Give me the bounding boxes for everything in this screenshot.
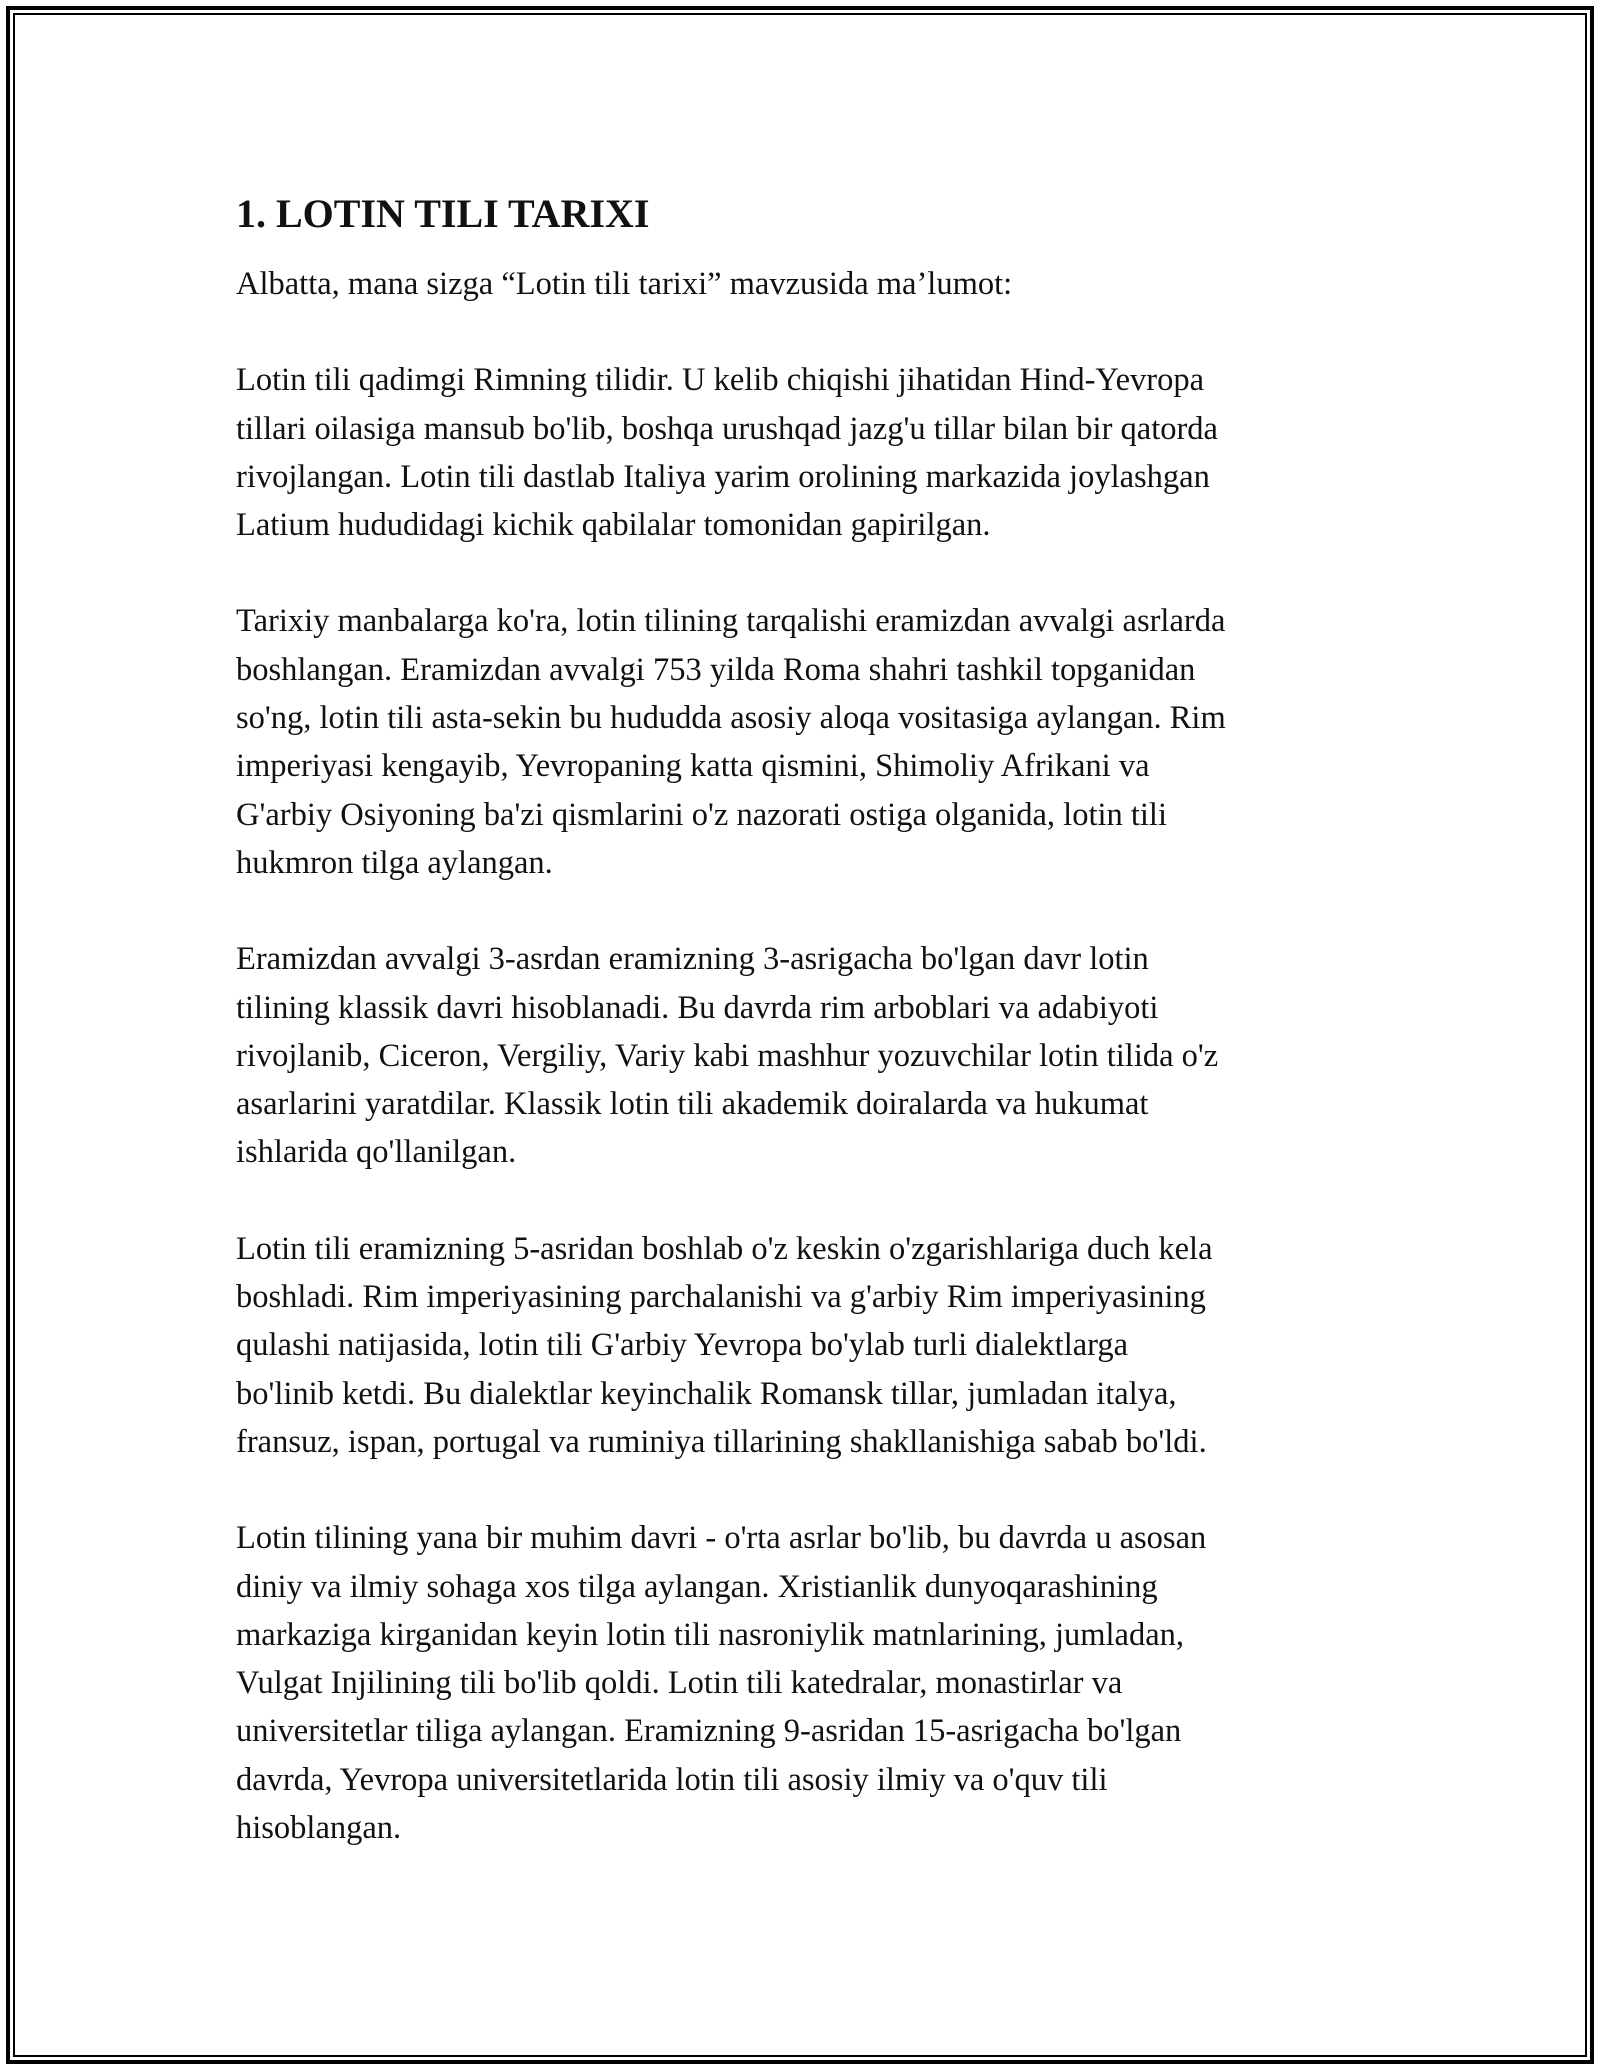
paragraph-line: rivojlangan. Lotin tili dastlab Italiya yarim orolining markazida joylashgan <box>236 458 1210 495</box>
paragraph-line: davrda, Yevropa universitetlarida lotin tili asosiy ilmiy va o'quv tili <box>236 1761 1108 1798</box>
paragraph-line: bo'linib ketdi. Bu dialektlar keyinchalik Romansk tillar, jumladan italya, <box>236 1375 1177 1412</box>
intro-line: Albatta, mana sizga “Lotin tili tarixi” mavzusida ma’lumot: <box>236 266 1013 302</box>
paragraph-line: universitetlar tiliga aylangan. Eramizning 9-asridan 15-asrigacha bo'lgan <box>236 1713 1182 1750</box>
paragraph-line: qulashi natijasida, lotin tili G'arbiy Yevropa bo'ylab turli dialektlarga <box>236 1327 1129 1364</box>
paragraph-line: Lotin tilining yana bir muhim davri - o'rta asrlar bo'lib, bu davrda u asosan <box>236 1520 1207 1557</box>
paragraph-line: diniy va ilmiy sohaga xos tilga aylangan. Xristianlik dunyoqarashining <box>236 1568 1158 1605</box>
paragraph-line: G'arbiy Osiyoning ba'zi qismlarini o'z nazorati ostiga olganida, lotin tili <box>236 796 1167 833</box>
paragraph-line: markaziga kirganidan keyin lotin tili nasroniylik matnlarining, jumladan, <box>236 1616 1185 1653</box>
paragraph-line: so'ng, lotin tili asta-sekin bu hududda asosiy aloqa vositasiga aylangan. Rim <box>236 700 1226 737</box>
paragraph-line: Vulgat Injilining tili bo'lib qoldi. Lotin tili katedralar, monastirlar va <box>236 1665 1123 1702</box>
page-title: 1. LOTIN TILI TARIXI <box>236 191 650 236</box>
paragraph-line: rivojlanib, Ciceron, Vergiliy, Variy kabi mashhur yozuvchilar lotin tilida o'z <box>236 1037 1219 1074</box>
paragraph-line: hukmron tilga aylangan. <box>236 844 553 881</box>
paragraph-line: tillari oilasiga mansub bo'lib, boshqa urushqad jazg'u tillar bilan bir qatorda <box>236 410 1218 447</box>
paragraph-line: Eramizdan avvalgi 3-asrdan eramizning 3-asrigacha bo'lgan davr lotin <box>236 941 1149 978</box>
paragraph-line: ishlarida qo'llanilgan. <box>236 1134 517 1171</box>
paragraph-line: Latium hududidagi kichik qabilalar tomonidan gapirilgan. <box>236 507 991 544</box>
paragraph-spread <box>236 597 1366 887</box>
paragraph-middle-ages <box>236 1514 1366 1852</box>
paragraph-line: boshlangan. Eramizdan avvalgi 753 yilda Roma shahri tashkil topganidan <box>236 651 1196 688</box>
paragraph-classical-period <box>236 935 1366 1176</box>
paragraph-line: hisoblangan. <box>236 1810 402 1847</box>
paragraph-line: Lotin tili qadimgi Rimning tilidir. U kelib chiqishi jihatidan Hind-Yevropa <box>236 362 1205 399</box>
paragraph-line: asarlarini yaratdilar. Klassik lotin tili akademik doiralarda va hukumat <box>236 1086 1149 1123</box>
paragraph-line: Lotin tili eramizning 5-asridan boshlab o'z keskin o'zgarishlariga duch kela <box>236 1230 1213 1267</box>
paragraph-line: imperiyasi kengayib, Yevropaning katta qismini, Shimoliy Afrikani va <box>236 748 1150 785</box>
document-body <box>236 188 1366 1900</box>
paragraph-line: Tarixiy manbalarga ko'ra, lotin tilining tarqalishi eramizdan avvalgi asrlarda <box>236 603 1226 640</box>
paragraph-dialects <box>236 1225 1366 1466</box>
paragraph-line: tilining klassik davri hisoblanadi. Bu davrda rim arboblari va adabiyoti <box>236 989 1159 1026</box>
paragraph-line: boshladi. Rim imperiyasining parchalanishi va g'arbiy Rim imperiyasining <box>236 1279 1206 1316</box>
paragraph-line: fransuz, ispan, portugal va ruminiya tillarining shakllanishiga sabab bo'ldi. <box>236 1423 1207 1460</box>
paragraph-origins <box>236 356 1366 549</box>
